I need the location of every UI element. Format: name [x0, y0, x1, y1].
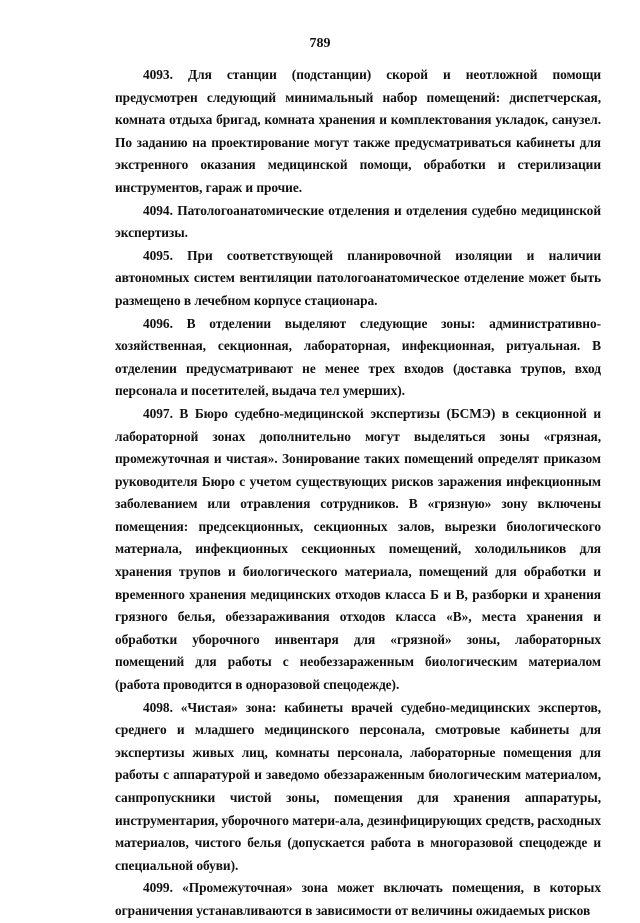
paragraph-4096: 4096. В отделении выделяют следующие зоны: административно-хозяйственная, секционная, лабораторная, инфекционная, ритуальная. В отделении предусматривают не менее трех входов (доставка трупов, вход персонала и посетителей, выдача тел умерших). [115, 315, 601, 399]
paragraph-4094: 4094. Патологоанатомические отделения и отделения судебно медицинской экспертизы. [115, 202, 601, 241]
paragraph-4095: 4095. При соответствующей планировочной изоляции и наличии автономных систем вентиляции патологоанатомическое отделение может быть размещено в лечебном корпусе стационара. [115, 247, 601, 308]
paragraph-4097: 4097. В Бюро судебно-медицинской экспертизы (БСМЭ) в секционной и лабораторной зонах дополнительно могут выделяться зоны «грязная, промежуточная и чистая». Зонирование таких помещений определят приказом руководителя Бюро с учетом существующих рисков заражения инфекционным заболеванием или отравления сотрудников. В «грязную» зону включены помещения: предсекционных, секционных залов, вырезки биологического материала, инфекционных секционных помещений, холодильников для хранения трупов и биологического материала, помещений для обработки и временного хранения медицинских отходов класса Б и В, разборки и хранения грязного белья, обеззараживания отходов класса «В», места хранения и обработки уборочного инвентаря для «грязной» зоны, лабораторных помещений для работы с необеззараженным биологическим материалом (работа проводится в одноразовой спецодежде). [115, 405, 601, 693]
paragraph-4098: 4098. «Чистая» зона: кабинеты врачей судебно-медицинских экспертов, среднего и младшего медицинского персонала, смотровые кабинеты для экспертизы живых лиц, комнаты персонала, лабораторные помещения для работы с аппаратурой и заведомо обеззараженным биологическим материалом, санпропускники чистой зоны, помещения для хранения аппаратуры, инструментария, уборочного матери-ала, дезинфицирующих средств, расходных материалов, чистого белья (допускается работа в многоразовой спецодежде и специальной обуви). [115, 699, 601, 873]
document-body [115, 64, 601, 923]
page-number: 789 [309, 36, 331, 51]
paragraph-4099: 4099. «Промежуточная» зона может включать помещения, в которых ограничения устанавливаются в зависимости от величины ожидаемых рисков [115, 880, 601, 918]
paragraph-4093: 4093. Для станции (подстанции) скорой и неотложной помощи предусмотрен следующий минимальный набор помещений: диспетчерская, комната отдыха бригад, комната хранения и комплектования укладок, санузел. По заданию на проектирование могут также предусматриваться кабинеты для экстренного оказания медицинской помощи, обработки и стерилизации инструментов, гараж и прочие. [115, 67, 601, 195]
